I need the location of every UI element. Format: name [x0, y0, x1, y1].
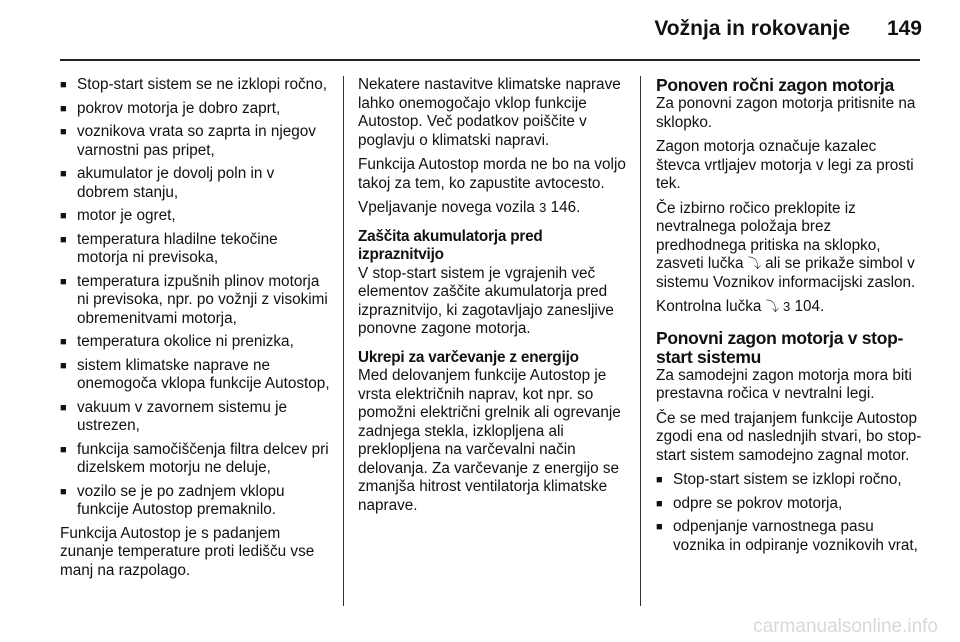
paragraph-text: Če izbirno ročico preklopite iz nevtralnega položaja brez predhodnega pritiska na sklopko, zasveti lučka	[656, 199, 881, 272]
paragraph-text: ali se prikaže simbol v sistemu Voznikov informacijski zaslon.	[656, 255, 916, 291]
section-heading: Ponovni zagon motorja v stop-start sistemu	[656, 327, 903, 367]
list-item: ■ vakuum v zavornem sistemu je ustrezen,	[60, 399, 330, 436]
column-right	[656, 76, 924, 560]
page-reference[interactable]: 146.	[550, 199, 581, 216]
list-item: ■ motor je ogret,	[60, 207, 330, 226]
autostop-lamp-icon: ⤵	[765, 299, 779, 314]
page-reference[interactable]: 104.	[794, 298, 825, 315]
paragraph	[656, 298, 924, 317]
column-left	[60, 76, 330, 586]
autostop-lamp-icon: ⤵	[747, 256, 761, 271]
restart-condition-list	[656, 471, 924, 555]
page-reference-arrow-icon: 3	[539, 200, 547, 215]
list-item: ■ sistem klimatske naprave ne onemogoča vklopa funkcije Autostop,	[60, 357, 330, 394]
list-item: ■ pokrov motorja je dobro zaprt,	[60, 100, 330, 119]
paragraph: Nekatere nastavitve klimatske naprave lahko onemogočajo vklop funkcije Autostop. Več podatkov poiščite v poglavju o klimatski napravi.	[358, 76, 621, 149]
list-item: ■ Stop-start sistem se izklopi ročno,	[656, 471, 924, 490]
paragraph: Za samodejni zagon motorja mora biti prestavna ročica v nevtralni legi.	[656, 366, 912, 402]
column-divider	[343, 76, 344, 606]
list-item: ■ funkcija samočiščenja filtra delcev pri dizelskem motorju ne deluje,	[60, 441, 330, 478]
list-item: ■ vozilo se je po zadnjem vklopu funkcije Autostop premaknilo.	[60, 483, 330, 520]
page-header	[0, 0, 960, 52]
header-divider	[60, 59, 920, 61]
list-item: ■ odpre se pokrov motorja,	[656, 495, 924, 514]
paragraph	[358, 199, 628, 218]
page-title: Vožnja in rokovanje	[654, 17, 850, 40]
subheading: Zaščita akumulatorja pred izpraznitvijo	[358, 227, 543, 263]
column-divider	[640, 76, 641, 606]
list-item: ■ odpenjanje varnostnega pasu voznika in odpiranje voznikovih vrat,	[656, 518, 924, 555]
subheading: Ukrepi za varčevanje z energijo	[358, 348, 579, 366]
paragraph	[656, 200, 924, 293]
paragraph: Funkcija Autostop morda ne bo na voljo takoj za tem, ko zapustite avtocesto.	[358, 156, 626, 192]
watermark: carmanualsonline.info	[753, 616, 938, 637]
column-middle	[358, 76, 628, 521]
reference-text: Vpeljavanje novega vozila	[358, 199, 535, 216]
condition-list	[60, 76, 330, 520]
list-item: ■ temperatura hladilne tekočine motorja ni previsoka,	[60, 231, 330, 268]
paragraph: Zagon motorja označuje kazalec števca vrtljajev motorja v legi za prosti tek.	[656, 138, 914, 192]
page-number: 149	[886, 17, 922, 40]
list-item: ■ voznikova vrata so zaprta in njegov varnostni pas pripet,	[60, 123, 330, 160]
paragraph: Med delovanjem funkcije Autostop je vrsta električnih naprav, kot npr. so pomožni električni grelnik ali ogrevanje zadnjega stekla, izklopljena ali preklopljena na varčevalni način delovanja. Za varčevanje z energijo se zmanjša hitrost ventilatorja klimatske naprave.	[358, 367, 621, 514]
page-reference-arrow-icon: 3	[782, 299, 791, 314]
paragraph: V stop-start sistem je vgrajenih več elementov zaščite akumulatorja pred izpraznitvijo, ki zagotavljajo zanesljive ponovne zagone motorja.	[358, 264, 614, 337]
paragraph: Funkcija Autostop je s padanjem zunanje temperature proti ledišču vse manj na razpolago.	[60, 524, 315, 579]
list-item: ■ temperatura izpušnih plinov motorja ni previsoka, npr. po vožnji z visokimi obremenitvami motorja,	[60, 273, 330, 329]
section-heading: Ponoven ročni zagon motorja	[656, 75, 894, 95]
paragraph: Za ponovni zagon motorja pritisnite na sklopko.	[656, 95, 916, 131]
paragraph: Če se med trajanjem funkcije Autostop zgodi ena od naslednjih stvari, bo stop-start sistem samodejno zagnal motor.	[656, 409, 922, 464]
reference-text: Kontrolna lučka	[656, 298, 762, 315]
list-item: ■ akumulator je dovolj poln in v dobrem stanju,	[60, 165, 330, 202]
list-item: ■ temperatura okolice ni prenizka,	[60, 333, 330, 352]
list-item: ■ Stop-start sistem se ne izklopi ročno,	[60, 76, 330, 95]
